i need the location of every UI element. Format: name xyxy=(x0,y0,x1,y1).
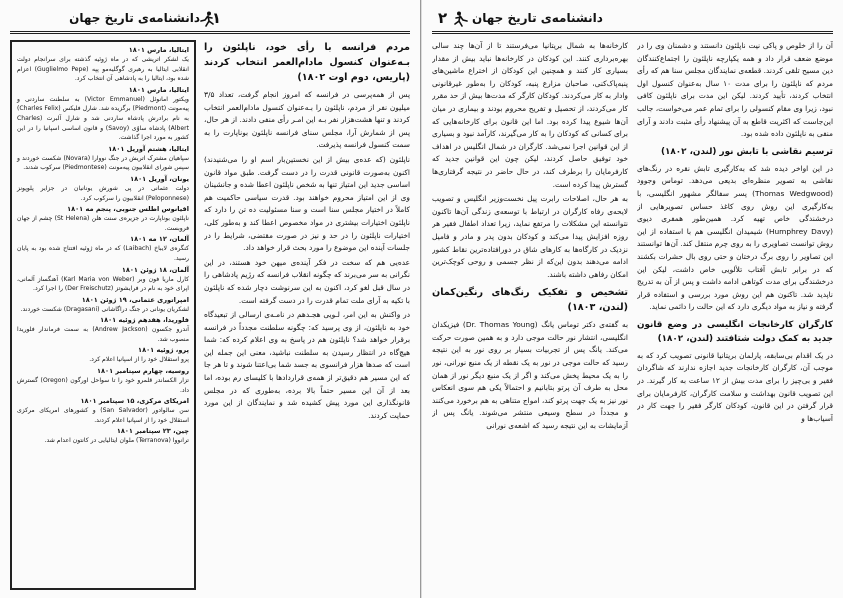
header-title: دانشنامه‌ی تاریخ جهان xyxy=(69,11,200,25)
article-heading: تشخیص و تفکیک رنگ‌های رنگین‌کمان (لندن، ۱۸۰۳) xyxy=(432,287,628,314)
article-paragraph: در یک اقدام بی‌سابقه، پارلمان بریتانیا قانونی تصویب کرد که به موجب آن، کارگران کارخانجات جدید اجازه ندارند که شاگردان فقیر و بی‌چیز را برای مدت بیش از ۱۲ ساعت به کار گیرند. در این تصویب قانون بهداشت و سلامت کارگران، کارفرمایان برای قرار گرفتن در این قانون، کودکان کارگر فقیر را جهت کار در آسیاب‌ها و xyxy=(637,350,833,423)
entry-title: فلوریدا، هفدهم ژوئیه ۱۸۰۱ xyxy=(100,316,189,325)
entry-title: چین، ۲۳ سپتامبر ۱۸۰۱ xyxy=(116,427,189,436)
page-header xyxy=(432,8,833,34)
entry-text: پرو استقلال خود را از اسپانیا اعلام کرد. xyxy=(89,356,189,364)
article-column xyxy=(204,40,410,592)
entry-text: ویکتور امانوئل (Victor Emmanuel) به سلطنت ساردنی و پیه‌مونت (Piedmont) برگزیده شد. شارل فلیکس (Charles Felix) به نام برادرش پادشاه ساردنی شد و شارل آلبرت (Charles Albert) پادشاه ساوُی (Savoy) و قانون اساسی اسپانیا را در این کشور به مورد اجرا گذاشت. xyxy=(17,95,190,142)
article-heading: ترسیم نقاشی با تابش نور (لندن، ۱۸۰۲) xyxy=(661,146,833,157)
page-right xyxy=(422,0,843,598)
article-paragraph: پس از همه‌پرسی در فرانسه که امروز انجام گرفت، تعداد ۳/۵ میلیون نفر از مردم، ناپلئون را بـه‌عنوان کنسول مادام‌العمر انتخاب کردند و تنها هشت‌هزار نفر بـه این امـر رأی منفی دادند. از هر حال، پس از شمارش آرا، مجلس سنای فرانسه ناپلئون بوناپارت را به سمت کنسول فرانسه پذیرفت. xyxy=(204,90,410,150)
entry-text: کنگره‌ی لایباخ (Laibach) که در ماه ژوئیه افتتاح شده بود به پایان رسید. xyxy=(17,245,189,262)
article-paragraph: ناپلئون (که عده‌ی بیش از این نخستین‌بار اسم او را می‌شنیدند) اکنون به‌صورت قانونی قدرت را در دست گرفت. طبق مواد قانون اساسی جدید این امتیاز تنها به شخص ناپلئون اعطا شده و جانشینان وی از این امتیاز محروم خواهند بود. قدرت سیاسی حاکمیت هم کاملاً در اختیار مجلس سنا است و سنا مسئولیت ده تن را دارد که ناپلئون اختیارات بیشتری در مواد مخصوص اعطا کند و به‌طور کلی، اختیارات ناپلئون را در حد و نیز در صورت مقتضی، شرایط را در جلسات آینده این موضوع را مورد بحث قرار خواهد داد. xyxy=(204,154,410,253)
entry-text: تزار الکساندر قلمرو خود را تا سواحل اورگون (Oregon) گسترش داد. xyxy=(17,377,190,394)
header-title: دانشنامه‌ی تاریخ جهان xyxy=(472,11,603,25)
chronology-entry xyxy=(17,144,189,173)
chronology-entry xyxy=(17,315,189,344)
entry-title: امریکای مرکزی، ۱۵ سپتامبر ۱۸۰۱ xyxy=(80,397,189,406)
entry-text: لشکریان یونانی در جنگ دراگاشانی (Dragasani) شکست خوردند. xyxy=(20,305,189,313)
chronology-entry xyxy=(17,45,189,84)
chronology-entry xyxy=(17,265,189,294)
chronology-entry xyxy=(17,174,189,203)
entry-text: سپاهیان مشترک اتریش در جنگ نووارا (Novara) شکست خوردند و سپس شورای انقلابیون پیه‌مونت (Piedmontese) سرکوب شدند. xyxy=(17,154,189,172)
article-column-left xyxy=(432,40,628,592)
entry-title: پرو، ژوئیه ۱۸۰۱ xyxy=(138,346,189,355)
chronology-box xyxy=(10,40,196,590)
chronology-entry xyxy=(17,366,189,395)
article-paragraph: به گفته‌ی دکتر توماس یانگ (Dr. Thomas Young) فیزیکدان انگلیسی، انتشار نور حالت موجی دارد و به همین صورت حرکت می‌کند. یانگ پس از تجربیات بسیار بر روی نور به این نتیجه رسید که حالت موجی در نور به یک نقطه از یک منبع نورانی، نور را به یک محیط پخش می‌کند و اگر از یک منبع دیگر نور از همان محل به طرف آن پرتو بتابانیم و احتمالاً یکی هم سوی انعکاس نور نیز به یک جهت پرتو کند، امواج متناهی به هم برخورد می‌کنند و مجدداً در سطح وسیعی منتشر می‌شوند. یانگ پس از آزمایشات به این نتیجه رسید که اشعه‌ی نورانی xyxy=(432,320,628,431)
article-heading: مردم فرانسه با رأی خود، ناپلئون را بـه‌عنوان کنسول مادام‌العمر انتخاب کردند (پاریس، دوم اوت ۱۸۰۲) xyxy=(204,42,410,83)
article-paragraph: آن را از خلوص و پاکی نیت ناپلئون دانستند و دشمنان وی را در موضع ضعف قرار داد و همه یکپارچه ناپلئون را اجتماع‌کنندگان دین مسیح تلقی کردند. قطعه‌ی نمایندگان مجلس سنا هم که رأی مردم که ناپلئون را برای مدت ۱۰ سال به‌عنوان کنسول اول انتخاب کردند، تأیید کردند. لیکن این مدت برای ناپلئون کافی نبود، زیرا وی مقام کنسولی را برای تمام عمر می‌خواست، جالب این‌جاست که اکثریت قاطع به آن پیشنهاد رأی مثبت دادند و آرای منفی به ناپلئون داده شده بود. xyxy=(637,41,833,139)
article-heading: کارگران کارخانجات انگلیسی در وضع قانون جدید به کمک دولت شتافتند (لندن، ۱۸۰۲) xyxy=(637,319,833,344)
entry-text: آندرو جکسون (Andrew Jackson) به سمت فرماندار فلوریدا منصوب شد. xyxy=(17,326,189,343)
entry-text: ترانووا (Terranova) ملوان ایتالیایی در کانتون اعدام شد. xyxy=(44,437,189,445)
entry-title: آلمان، ۱۲ مه ۱۸۰۱ xyxy=(130,235,189,244)
article-paragraph: به هر حال، اصلاحات رابرت پیل نخست‌وزیر انگلیس و تصویب لایحه‌ی رفاه کارگران در ارتباط با توسعه‌ی زندگی آن‌ها تاکنون نتوانسته این مشکلات را مرتفع نماید، زیرا تعداد اطفال فقیر هر روزه افزایش پیدا می‌کند و کودکان بدون پدر و مادر و فامیل نزدیک در کارگاه‌ها به کارهای شاق در دورافتاده‌ترین نقاط کشور ادامه می‌دهند بدون این‌که از نظر جسمی و روحی کوچک‌ترین امکان رفاهی داشته باشند. xyxy=(432,194,628,279)
entry-title: یونان، آوریل ۱۸۰۱ xyxy=(130,174,189,183)
entry-title: ایتالیا، مارس ۱۸۰۱ xyxy=(128,46,189,54)
chronology-entry xyxy=(17,396,189,425)
page-left xyxy=(0,0,421,598)
entry-title: امپراتوری عثمانی، ۱۹ ژوئن ۱۸۰۱ xyxy=(81,295,189,304)
article-column-right xyxy=(637,40,833,592)
article-paragraph: در واکنش به این امر، لـویی هجـدهم در نامـه‌ی ارسالی از تبعیدگاه خود به ناپلئون، از وی پرسید که: چگونه سلطنت مجدداً در فرانسه برقرار خواهد شد؟ ناپلئون هم در پاسخ به وی اعلام کرده که: شما هیچ‌گاه در انتظار رسیدن به سلطنت نباشید، معنی این جمله این است که صدها هزار فرانسوی به جسد شما بی‌اعتنا شوند و تا هر جا که این مسیر هم دقیق‌تر از همه‌ی قراردادها با کلیسای رم بوده، اما بعد از آن این مسیر حتماً بالا برده، به‌طوری که در مجلس قانونگذاری این مورد پیش کشیده شد و نمایندگان از این مورد حمایت کردند. xyxy=(204,310,410,420)
chronology-entry xyxy=(17,295,189,315)
entry-text: کارل ماریا فون وبر (Karl Maria von Weber) آهنگساز آلمانی، اپرای خود به نام در فرایشوتز (Der Freischutz) را اجرا کرد. xyxy=(17,275,189,293)
page-header xyxy=(10,8,410,34)
entry-text: دولت عثمانی در پی شورش یونانیان در جزایر پلوپونز (Peloponnese) انقلابیون را سرکوب کرد. xyxy=(17,184,189,202)
entry-text: ناپلئون بوناپارت در جزیره‌ی سنت هلن (St Helena) چشم از جهان فروبست. xyxy=(17,215,189,232)
runner-icon xyxy=(454,11,468,27)
page-number: ۲ xyxy=(438,9,448,27)
chronology-entry xyxy=(17,85,189,143)
article-paragraph: در این اواخر دیده شد که به‌کارگیری تابش نقره در رنگ‌های نقاشی به تصویر منظره‌ای بدیعی می‌دهد. توماس وجوود (Thomas Wedgwood) پسر سفالگر مشهور انگلیسی، با به‌کارگیری این روش روی کاغذ حساس تصویرهایی از درخشندگی خاص تهیه کرد. همین‌طور همفری دیوی (Humphrey Davy) شیمیدان انگلیسی هم با استفاده از این روش توانست تصاویری را به روی چرم منتقل کند. آن‌ها توانستند این تصاویر را روی برگ درختان و حتی روی بال حشرات بکشند که در برابر تابش آفتاب تلألویی خاص داشت، لیکن این درخشندگی برای مدت کوتاهی ادامه داشت و پس از آن به تدریج ناپدید شد. تاکنون هم این روش مورد بررسی و استفاده قرار گرفته و نیاز به مواد دیگری دارد که این حالت را دائمی نماید. xyxy=(637,163,833,312)
article-paragraph: عده‌یی هم که سخت در فکر آینده‌ی میهن خود هستند، در این نگرانی به سر می‌برند که چگونه انقلاب فرانسه که رژیم پادشاهی را در سال قبل لغو کرد، اکنون به این سرنوشت دچار شده که ناپلئون با تکیه به آرای ملت تمام قدرت را در دست گرفته است. xyxy=(204,257,410,305)
chronology-entry xyxy=(17,234,189,263)
entry-title: آلمان، ۱۸ ژوئن ۱۸۰۱ xyxy=(121,265,189,274)
page-number: ۱ xyxy=(211,9,221,27)
entry-text: یک لشکر اتریشی که در ماه ژوئیه گذشته برای سرانجام دولت انقلابی ایتالیا به رهبری گوگلیه‌مو پپه (Guglielmo Pepe) اعزام شده بود، ایتالیا را به پادشاهی آن انتخاب کرد. xyxy=(17,56,189,83)
entry-title: ایتالیا، مارس ۱۸۰۱ xyxy=(128,85,189,94)
entry-text: سن سالوادور (San Salvador) و کشورهای امریکای مرکزی استقلال خود را از اسپانیا اعلام کردند. xyxy=(17,407,189,424)
entry-title: اقیانوس اطلس جنوبی، پنجم مه ۱۸۰۱ xyxy=(67,205,189,214)
entry-title: روسیه، چهارم سپتامبر ۱۸۰۱ xyxy=(97,367,189,376)
entry-title: ایتالیا، هشتم آوریل ۱۸۰۱ xyxy=(108,144,189,153)
chronology-entry xyxy=(17,345,189,365)
article-paragraph: کارخانه‌ها به شمال بریتانیا می‌فرستند تا از آن‌ها چند سالی بهره‌برداری کنند. این کودکان در کارخانه‌ها نباید بیش از مقدار بسیاری کار کنند و همچنین این کودکان از اختراع ماشین‌های پنبه‌پاک‌کنی، صاحبان مزارع پنبه، کودکان را به‌طور غیرقانونی وادار به کار می‌کردند. کودکان کارگر که مدت‌ها بیش از حد مقرر کار می‌کردند، از تحصیل و تفریح محروم بودند و بیماری در میان آن‌ها شیوع پیدا کرده بود. اما این قانون برای کارخانه‌هایی که برای کسانی که کودکان را به کار می‌گیرند، کارآمد نبود و بسیاری از این قوانین اجرا نمی‌شد. کارگران در شمال انگلیس در اهداف خود توفیق حاصل کردند، لیکن چون این قوانین جدید که کارفرمایان را برطرف کند، در حال حاضر در نتیجه گرفتاری‌ها گسترش پیدا کرده است. xyxy=(432,41,628,189)
chronology-entry xyxy=(17,204,189,233)
chronology-entry xyxy=(17,426,189,446)
